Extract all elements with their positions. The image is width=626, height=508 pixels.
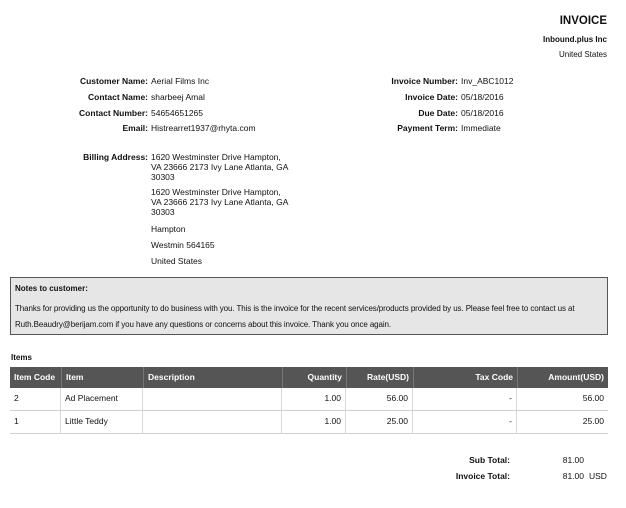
col-tax-code: Tax Code bbox=[413, 367, 517, 388]
due-date-value: 05/18/2016 bbox=[461, 108, 504, 118]
items-table-header bbox=[10, 367, 608, 388]
col-amount: Amount(USD) bbox=[517, 367, 608, 388]
table-row bbox=[10, 388, 608, 411]
invoice-total-label: Invoice Total: bbox=[455, 471, 510, 481]
row-amount: 56.00 bbox=[582, 393, 604, 403]
subtotal-value: 81.00 bbox=[562, 455, 584, 465]
invoice-total-value: 81.00 bbox=[562, 471, 584, 481]
due-date-label: Due Date: bbox=[418, 108, 458, 118]
email-label: Email: bbox=[122, 123, 148, 133]
invoice-title: INVOICE bbox=[559, 15, 607, 27]
row-item-code: 2 bbox=[10, 388, 61, 410]
billing-line1b: VA 23666 2173 Ivy Lane Atlanta, GA bbox=[151, 162, 289, 172]
billing-city: Hampton bbox=[151, 224, 186, 234]
payment-term-label: Payment Term: bbox=[397, 123, 458, 133]
row-item-code: 1 bbox=[10, 411, 61, 433]
billing-line2c: 30303 bbox=[151, 207, 175, 217]
row-tax-code: - bbox=[413, 411, 517, 433]
company-country: United States bbox=[558, 50, 607, 59]
col-item-code: Item Code bbox=[14, 372, 56, 382]
col-rate: Rate(USD) bbox=[346, 367, 413, 388]
row-item: Little Teddy bbox=[61, 411, 143, 433]
items-heading: Items bbox=[11, 353, 32, 362]
col-item: Item bbox=[61, 367, 143, 388]
notes-body: Thanks for providing us the opportunity to do business with you. This is the invoice for the recent services/products provided by us. Please feel free to contact us at Ruth.Beaudry@berijam.com if you have any questions or concerns about this invoice. Thank you once again. bbox=[15, 304, 575, 329]
billing-country: United States bbox=[151, 256, 203, 266]
billing-line1a: 1620 Westminster Drive Hampton, bbox=[151, 152, 281, 162]
email-value: Histrearret1937@rhyta.com bbox=[151, 123, 256, 133]
billing-address-line2 bbox=[151, 187, 311, 217]
billing-address-label: Billing Address: bbox=[83, 152, 148, 162]
customer-name-value: Aerial Films Inc bbox=[151, 76, 210, 86]
billing-address-line1 bbox=[151, 152, 311, 182]
row-description bbox=[143, 411, 282, 433]
row-amount: 25.00 bbox=[582, 416, 604, 426]
row-rate: 56.00 bbox=[346, 388, 413, 410]
notes-box bbox=[10, 277, 608, 335]
invoice-number-label: Invoice Number: bbox=[391, 76, 458, 86]
col-quantity: Quantity bbox=[282, 367, 346, 388]
subtotal-label: Sub Total: bbox=[469, 455, 510, 465]
customer-name-label: Customer Name: bbox=[79, 76, 148, 86]
row-tax-code: - bbox=[413, 388, 517, 410]
contact-name-value: sharbeej Amal bbox=[151, 92, 205, 102]
invoice-total-currency: USD bbox=[589, 471, 607, 481]
billing-line2b: VA 23666 2173 Ivy Lane Atlanta, GA bbox=[151, 197, 289, 207]
row-item: Ad Placement bbox=[61, 388, 143, 410]
company-name: Inbound.plus Inc bbox=[543, 35, 607, 44]
notes-title: Notes to customer: bbox=[15, 284, 88, 293]
billing-state-zip: Westmin 564165 bbox=[151, 240, 215, 250]
contact-number-value: 54654651265 bbox=[151, 108, 204, 118]
billing-line1c: 30303 bbox=[151, 172, 175, 182]
invoice-date-label: Invoice Date: bbox=[405, 92, 458, 102]
table-row bbox=[10, 411, 608, 434]
billing-line2a: 1620 Westminster Drive Hampton, bbox=[151, 187, 281, 197]
contact-number-label: Contact Number: bbox=[79, 108, 148, 118]
row-description bbox=[143, 388, 282, 410]
row-quantity: 1.00 bbox=[282, 411, 346, 433]
row-quantity: 1.00 bbox=[282, 388, 346, 410]
payment-term-value: Immediate bbox=[461, 123, 501, 133]
col-description: Description bbox=[143, 367, 282, 388]
invoice-number-value: Inv_ABC1012 bbox=[461, 76, 514, 86]
items-table bbox=[10, 367, 608, 434]
invoice-date-value: 05/18/2016 bbox=[461, 92, 504, 102]
row-rate: 25.00 bbox=[346, 411, 413, 433]
contact-name-label: Contact Name: bbox=[88, 92, 148, 102]
